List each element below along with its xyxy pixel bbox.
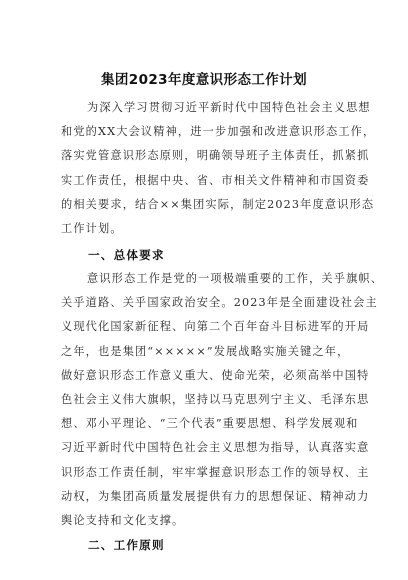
section-paragraph (61, 267, 384, 533)
paragraph-line: 义现代化国家新征程、向第二个百年奋斗目标进军的开局 (61, 320, 370, 334)
paragraph-line: 和党的XX大会议精神，进一步加强和改进意识形态工作， (61, 125, 376, 139)
document-title: 集团2023年度意识形态工作计划 (101, 72, 307, 88)
paragraph-line: 动权，为集团高质量发展提供有力的思想保证、精神动力 (61, 489, 370, 503)
paragraph-line: 识形态工作责任制，牢牢掌握意识形态工作的领导权、主 (61, 465, 370, 479)
intro-paragraph (61, 96, 376, 241)
paragraph-line: 落实党管意识形态原则，明确领导班子主体责任，抓紧抓 (61, 149, 370, 163)
paragraph-line: 色社会主义伟大旗帜，坚持以马克思列宁主义、毛泽东思 (61, 392, 370, 406)
paragraph-line: 想、邓小平理论、“三个代表”重要思想、科学发展观和 (61, 417, 359, 431)
paragraph-line: 工作计划。 (61, 221, 123, 235)
paragraph-line: 关乎道路、关乎国家政治安全。2023年是全面建设社会主 (61, 296, 378, 310)
paragraph-line: 习近平新时代中国特色社会主义思想为指导，认真落实意 (61, 441, 370, 455)
paragraph-line: 意识形态工作是党的一项极端重要的工作，关乎旗帜、 (87, 272, 384, 285)
paragraph-line: 之年，也是集团“×××××”发展战略实施关键之年， (61, 344, 350, 358)
section-heading: 二、工作原则 (88, 538, 165, 552)
paragraph-line: 实工作责任，根据中央、省、市相关文件精神和市国资委 (61, 173, 370, 187)
paragraph-line: 的相关要求，结合××集团实际，制定2023年度意识形态 (61, 197, 375, 211)
section-heading: 一、总体要求 (88, 248, 165, 262)
paragraph-line: 做好意识形态工作意义重大、使命光荣，必须高举中国特 (61, 368, 370, 382)
paragraph-line: 为深入学习贯彻习近平新时代中国特色社会主义思想 (87, 101, 371, 114)
paragraph-line: 舆论支持和文化支撑。 (61, 513, 185, 527)
